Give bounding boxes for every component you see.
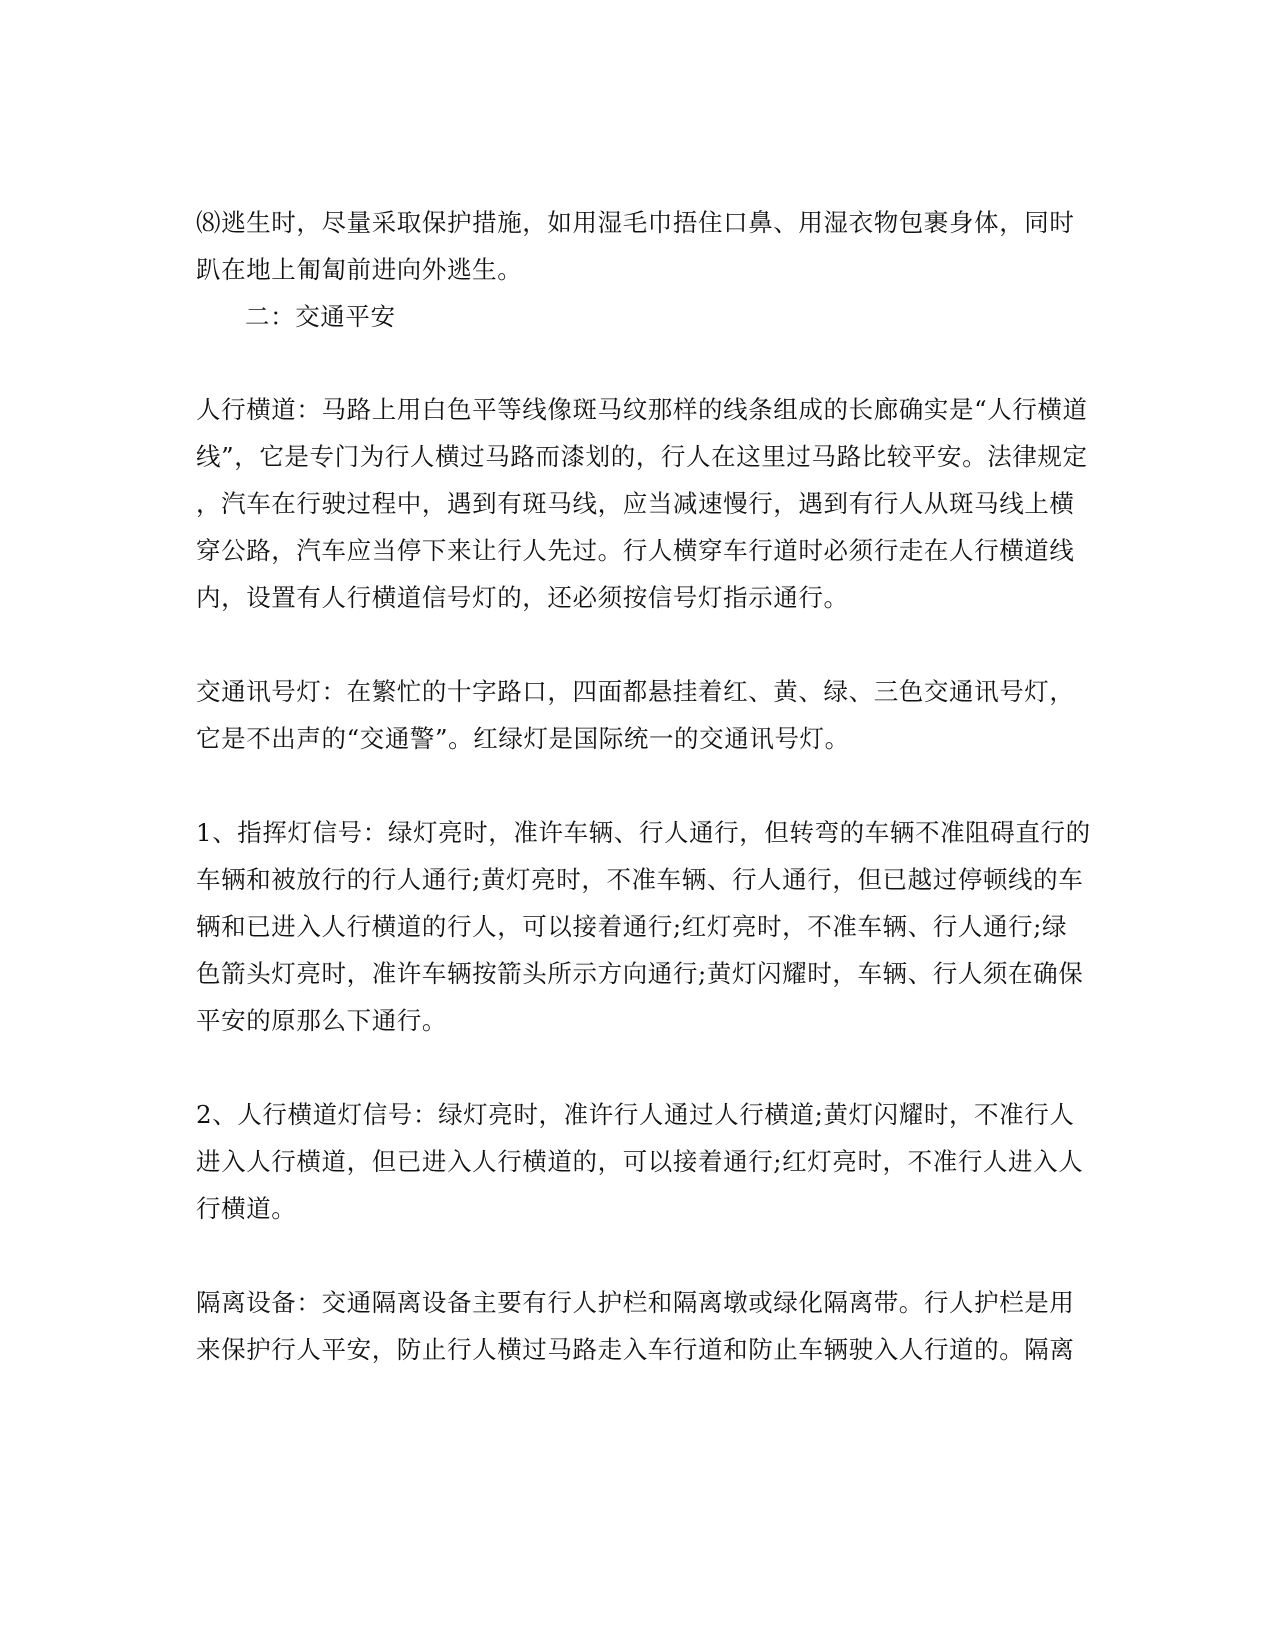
paragraph-signal-1-line-1: 1、指挥灯信号：绿灯亮时，准许车辆、行人通行，但转弯的车辆不准阻碍直行的 [196, 818, 1091, 847]
paragraph-signal-2-line-3: 行横道。 [196, 1194, 297, 1223]
paragraph-crosswalk-line-3: ，汽车在行驶过程中，遇到有斑马线，应当减速慢行，遇到有行人从斑马线上横 [196, 489, 1075, 518]
paragraph-crosswalk-line-5: 内，设置有人行横道信号灯的，还必须按信号灯指示通行。 [196, 583, 849, 612]
paragraph-isolation-line-1: 隔离设备：交通隔离设备主要有行人护栏和隔离墩或绿化隔离带。行人护栏是用 [196, 1288, 1075, 1317]
paragraph-signal-1-line-4: 色箭头灯亮时，准许车辆按箭头所示方向通行;黄灯闪耀时，车辆、行人须在确保 [196, 959, 1084, 988]
paragraph-isolation-line-2: 来保护行人平安，防止行人横过马路走入车行道和防止车辆驶入人行道的。隔离 [196, 1335, 1075, 1364]
paragraph-escape-line-1: ⑻逃生时，尽量采取保护措施，如用湿毛巾捂住口鼻、用湿衣物包裹身体，同时 [196, 208, 1075, 237]
paragraph-crosswalk-line-1: 人行横道：马路上用白色平等线像斑马纹那样的线条组成的长廊确实是“人行横道 [196, 395, 1088, 424]
paragraph-crosswalk-line-4: 穿公路，汽车应当停下来让行人先过。行人横穿车行道时必须行走在人行横道线 [196, 536, 1075, 565]
paragraph-signal-1-line-3: 辆和已进入人行横道的行人，可以接着通行;红灯亮时，不准车辆、行人通行;绿 [196, 912, 1068, 941]
paragraph-escape-line-2: 趴在地上匍匐前进向外逃生。 [196, 255, 523, 284]
paragraph-signal-2-line-1: 2、人行横道灯信号：绿灯亮时，准许行人通过人行横道;黄灯闪耀时，不准行人 [196, 1100, 1075, 1129]
paragraph-traffic-light-line-1: 交通讯号灯：在繁忙的十字路口，四面都悬挂着红、黄、绿、三色交通讯号灯， [196, 677, 1075, 706]
paragraph-crosswalk-line-2: 线”，它是专门为行人横过马路而漆划的，行人在这里过马路比较平安。法律规定 [196, 442, 1088, 471]
paragraph-signal-1-line-2: 车辆和被放行的行人通行;黄灯亮时，不准车辆、行人通行，但已越过停顿线的车 [196, 865, 1084, 894]
paragraph-traffic-light-line-2: 它是不出声的“交通警”。红绿灯是国际统一的交通讯号灯。 [196, 724, 850, 753]
paragraph-signal-2-line-2: 进入人行横道，但已进入人行横道的，可以接着通行;红灯亮时，不准行人进入人 [196, 1147, 1084, 1176]
section-heading-traffic-safety: 二：交通平安 [245, 302, 396, 331]
paragraph-signal-1-line-5: 平安的原那么下通行。 [196, 1006, 447, 1035]
